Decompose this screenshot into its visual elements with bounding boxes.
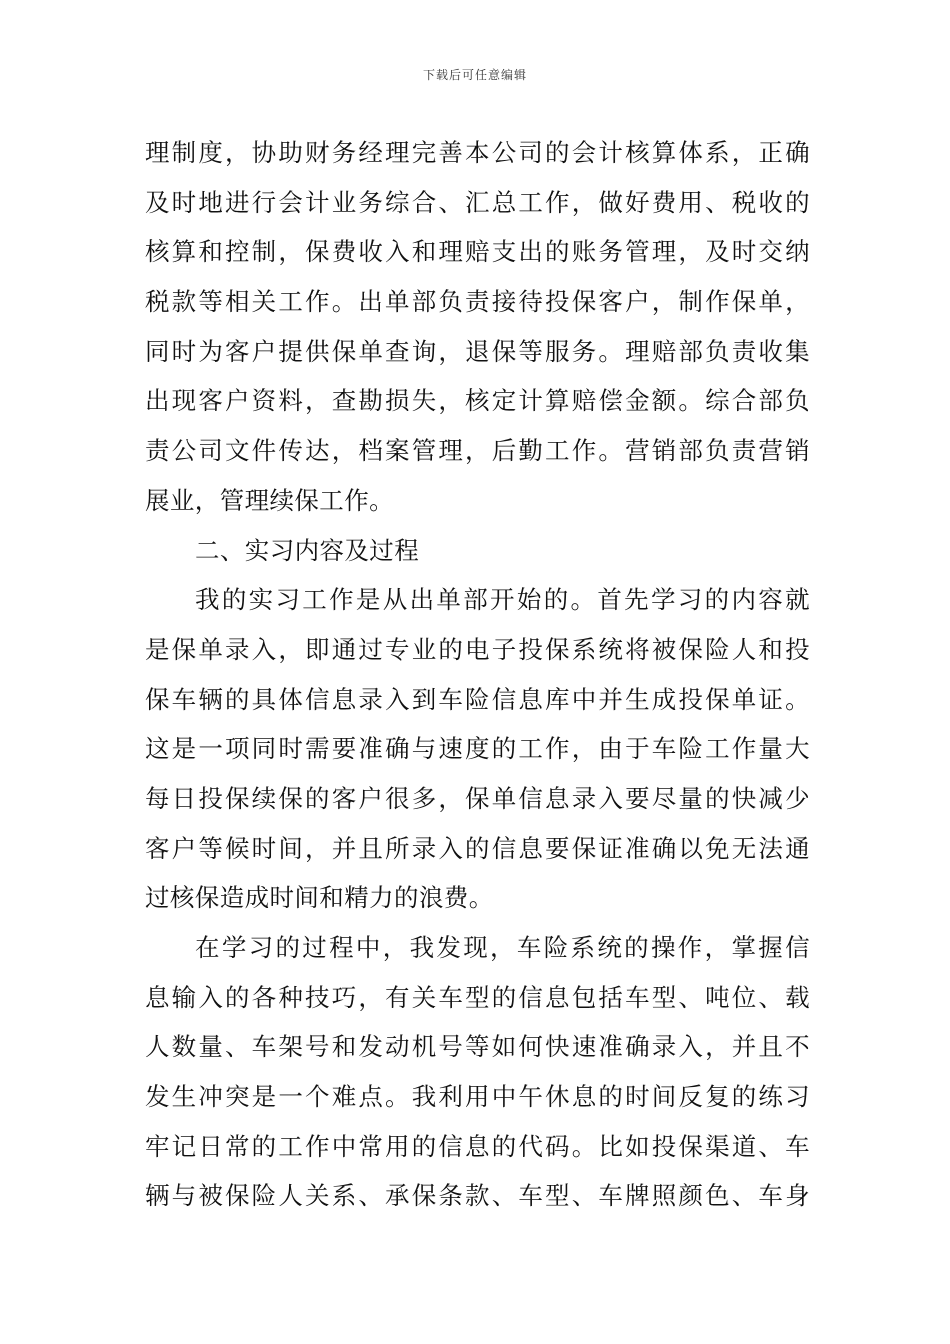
text-line: 过核保造成时间和精力的浪费。	[145, 883, 494, 913]
text-line: 这是一项同时需要准确与速度的工作，由于车险工作量大	[145, 734, 810, 764]
text-line: 展业，管理续保工作。	[145, 485, 394, 515]
text-line: 辆与被保险人关系、承保条款、车型、车牌照颜色、车身	[145, 1181, 810, 1211]
text-line: 是保单录入，即通过专业的电子投保系统将被保险人和投	[145, 634, 810, 664]
text-line: 保车辆的具体信息录入到车险信息库中并生成投保单证。	[145, 684, 810, 714]
text-line: 在学习的过程中，我发现，车险系统的操作，掌握信	[195, 933, 810, 962]
page-header: 下载后可任意编辑	[422, 68, 527, 82]
document-body	[145, 128, 810, 1221]
text-line: 税款等相关工作。出单部负责接待投保客户，制作保单，	[145, 287, 810, 317]
text-line: 客户等候时间，并且所录入的信息要保证准确以免无法通	[145, 833, 810, 863]
text-line: 发生冲突是一个难点。我利用中午休息的时间反复的练习	[145, 1082, 810, 1112]
text-line: 同时为客户提供保单查询，退保等服务。理赔部负责收集	[145, 336, 810, 366]
text-line: 息输入的各种技巧，有关车型的信息包括车型、吨位、载	[145, 982, 810, 1012]
text-line: 责公司文件传达，档案管理，后勤工作。营销部负责营销	[145, 436, 810, 466]
text-line: 理制度，协助财务经理完善本公司的会计核算体系，正确	[145, 138, 810, 167]
text-line: 牢记日常的工作中常用的信息的代码。比如投保渠道、车	[145, 1131, 810, 1161]
text-line: 每日投保续保的客户很多，保单信息录入要尽量的快减少	[145, 783, 810, 813]
text-line: 核算和控制，保费收入和理赔支出的账务管理，及时交纳	[145, 237, 810, 267]
text-line: 及时地进行会计业务综合、汇总工作，做好费用、税收的	[145, 187, 810, 217]
text-line: 我的实习工作是从出单部开始的。首先学习的内容就	[195, 585, 810, 615]
text-line: 出现客户资料，查勘损失，核定计算赔偿金额。综合部负	[145, 386, 810, 416]
text-line: 人数量、车架号和发动机号等如何快速准确录入，并且不	[145, 1032, 810, 1062]
text-line: 二、实习内容及过程	[195, 535, 420, 565]
